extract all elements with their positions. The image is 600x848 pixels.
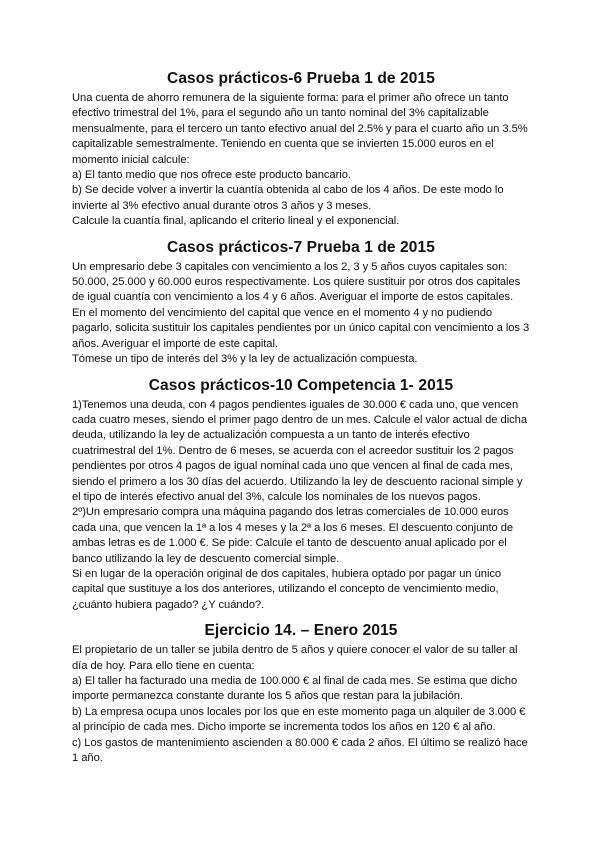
- paragraph: b) La empresa ocupa unos locales por los que en este momento paga un alquiler de 3.000 € al principio de cada mes. Dicho importe se incrementa todos los años en 120 € al año.: [72, 705, 526, 734]
- section-title: Casos prácticos-6 Prueba 1 de 2015: [167, 70, 435, 87]
- section-casos-7: [72, 239, 530, 368]
- paragraph: En el momento del vencimiento del capital que vence en el momento 4 y no pudiendo pagarlo, solicita sustituir los capitales pendientes por un único capital con vencimiento a los 3 años. Averiguar el importe de este capital.: [72, 306, 530, 350]
- paragraph: 2º)Un empresario compra una máquina pagando dos letras comerciales de 10.000 euros cada una, que vencen la 1ª a los 4 meses y la 2ª a los 6 meses. El descuento conjunto de ambas letras es de 1.000 €. Se pide: Calcule el tanto de descuento anual aplicado por el banco utilizando la ley de descuento comercial simple.: [72, 506, 514, 565]
- document-page: [72, 70, 530, 775]
- section-casos-10: [72, 377, 530, 614]
- section-title: Ejercicio 14. – Enero 2015: [204, 622, 398, 640]
- paragraph: El propietario de un taller se jubila dentro de 5 años y quiere conocer el valor de su taller al día de hoy. Para ello tiene en cuenta:: [72, 644, 518, 672]
- paragraph: a) El tanto medio que nos ofrece este producto bancario.: [72, 169, 351, 182]
- section-title: Casos prácticos-7 Prueba 1 de 2015: [167, 238, 435, 256]
- paragraph: c) Los gastos de mantenimiento ascienden a 80.000 € cada 2 años. El último se realizó hace 1 año.: [72, 736, 528, 765]
- section-ejercicio-14: [72, 622, 530, 766]
- paragraph: Calcule la cuantía final, aplicando el criterio lineal y el exponencial.: [72, 215, 400, 228]
- paragraph: Si en lugar de la operación original de dos capitales, hubiera optado por pagar un único capital que sustituye a los dos anteriores, utilizando el concepto de vencimiento medio, ¿cuánto hubiera pagado? ¿Y cuándo?.: [72, 567, 502, 611]
- paragraph: Una cuenta de ahorro remunera de la siguiente forma: para el primer año ofrece un tanto efectivo trimestral del 1%, para el segundo año un tanto nominal del 3% capitalizable mensualmente, para el tercero un tanto efectivo anual del 2.5% y para el cuarto año un 3.5% capitalizable semestralmente. Teniendo en cuenta que se invierten 15.000 euros en el momento inicial calcule:: [72, 92, 528, 166]
- paragraph: Tómese un tipo de interés del 3% y la ley de actualización compuesta.: [72, 353, 418, 366]
- section-casos-6: [72, 70, 530, 230]
- paragraph: Un empresario debe 3 capitales con vencimiento a los 2, 3 y 5 años cuyos capitales son: 50.000, 25.000 y 60.000 euros respectivamente. Los quiere sustituir por otros dos capitales de igual cuantía con vencimiento a los 4 y 6 años. Averiguar el importe de estos capitales.: [72, 260, 521, 304]
- paragraph: a) El taller ha facturado una media de 100.000 € al final de cada mes. Se estima que dicho importe permanezca constante durante los 5 años que restan para la jubilación.: [72, 675, 518, 703]
- paragraph: 1)Tenemos una deuda, con 4 pagos pendientes iguales de 30.000 € cada uno, que vencen cada cuatro meses, siendo el primer pago dentro de un mes. Calcule el valor actual de dicha deuda, utilizando la ley de actualización compuesta a un tanto de interés efectivo cuatrimestral del 1%. Dentro de 6 meses, se acuerda con el acreedor sustituir los 2 pagos pendientes por otros 4 pagos de igual nominal cada uno que vencen al final de cada mes, siendo el primero a los 30 días del acuerdo. Utilizando la ley de descuento racional simple y el tipo de interés efectivo anual del 3%, calcule los nominales de los nuevos pagos.: [72, 398, 528, 503]
- paragraph: b) Se decide volver a invertir la cuantía obtenida al cabo de los 4 años. De este modo lo invierte al 3% efectivo anual durante otros 3 años y 3 meses.: [72, 184, 504, 212]
- section-title: Casos prácticos-10 Competencia 1- 2015: [148, 376, 454, 394]
